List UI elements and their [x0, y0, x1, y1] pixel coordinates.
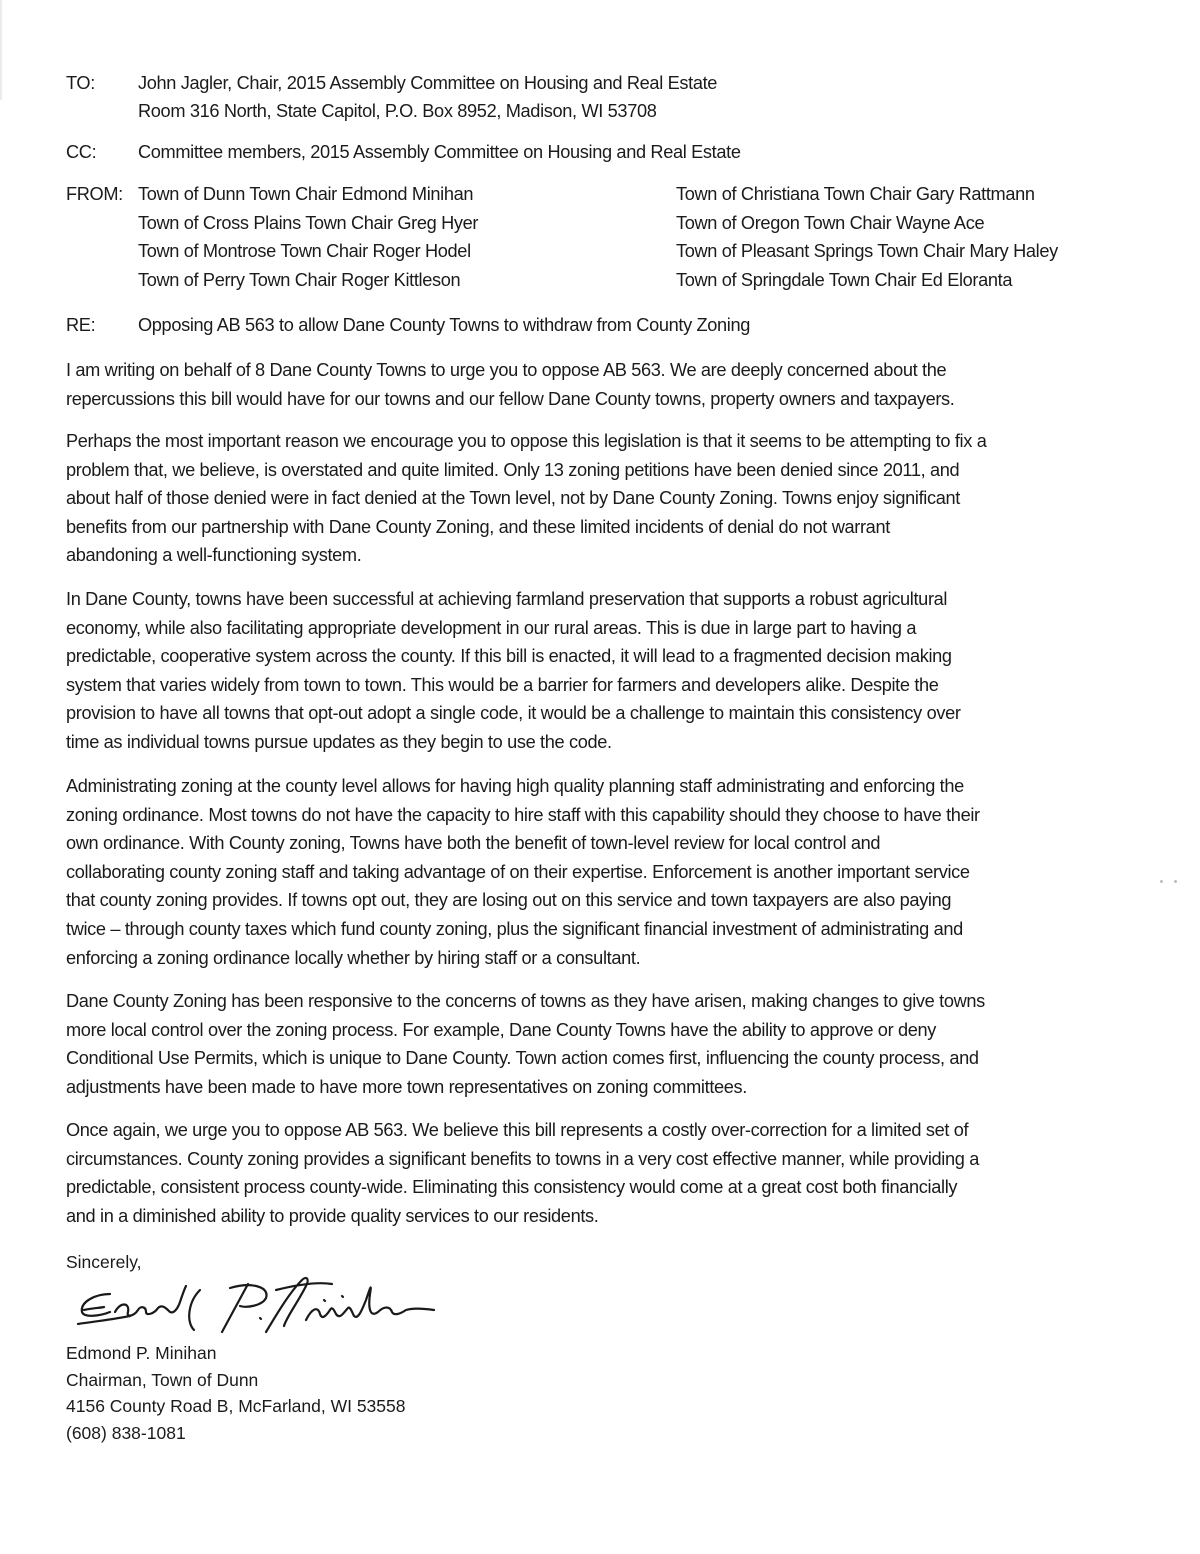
re-value: Opposing AB 563 to allow Dane County Towns to withdraw from County Zoning: [138, 315, 751, 335]
paragraph-line: Dane County Zoning has been responsive to the concerns of towns as they have arisen, making changes to give towns: [66, 991, 985, 1011]
paragraph-line: In Dane County, towns have been successful at achieving farmland preservation that supports a robust agricultural: [66, 589, 948, 609]
from-entry: Town of Oregon Town Chair Wayne Ace: [676, 212, 985, 233]
from-entry: Town of Perry Town Chair Roger Kittleson: [138, 269, 461, 290]
paragraph-line: problem that, we believe, is overstated and quite limited. Only 13 zoning petitions have been denied since 2011, and: [66, 459, 960, 480]
paragraph-line: predictable, consistent process county-wide. Eliminating this consistency would come at a great cost both financially: [66, 1177, 958, 1198]
paragraph-line: benefits from our partnership with Dane County Zoning, and these limited incidents of denial do not warrant: [66, 516, 890, 537]
from-entry: Town of Montrose Town Chair Roger Hodel: [138, 241, 471, 261]
signer-phone: (608) 838-1081: [66, 1422, 186, 1443]
from-entry: Town of Pleasant Springs Town Chair Mary Haley: [676, 241, 1058, 261]
paragraph-line: about half of those denied were in fact denied at the Town level, not by Dane County Zoning. Towns enjoy significant: [66, 488, 960, 509]
to-label: TO:: [66, 73, 95, 93]
body-paragraph-6: [66, 1116, 1136, 1230]
paragraph-line: system that varies widely from town to town. This would be a barrier for farmers and developers alike. Despite the: [66, 674, 939, 695]
paragraph-line: collaborating county zoning staff and taking advantage of on their expertise. Enforcement is another important service: [66, 861, 970, 882]
from-right-column: [676, 184, 1058, 298]
from-label: FROM:: [66, 184, 123, 204]
to-line-2: Room 316 North, State Capitol, P.O. Box 8952, Madison, WI 53708: [138, 101, 657, 121]
signature-block: [66, 1340, 406, 1446]
paragraph-line: provision to have all towns that opt-out adopt a single code, it would be a challenge to maintain this consistency over: [66, 703, 961, 724]
body-paragraph-1: [66, 356, 1136, 413]
cc-label: CC:: [66, 142, 97, 162]
paragraph-line: repercussions this bill would have for our towns and our fellow Dane County towns, property owners and taxpayers.: [66, 388, 955, 409]
from-entry: Town of Dunn Town Chair Edmond Minihan: [138, 184, 474, 204]
from-entry: Town of Springdale Town Chair Ed Eloranta: [676, 269, 1013, 290]
signer-name: Edmond P. Minihan: [66, 1343, 217, 1363]
paragraph-line: enforcing a zoning ordinance locally whether by hiring staff or a consultant.: [66, 947, 641, 968]
signer-title: Chairman, Town of Dunn: [66, 1369, 259, 1390]
paragraph-line: zoning ordinance. Most towns do not have the capacity to hire staff with this capability should they choose to have their: [66, 804, 980, 825]
paragraph-line: time as individual towns pursue updates as they begin to use the code.: [66, 731, 612, 752]
paragraph-line: abandoning a well-functioning system.: [66, 545, 362, 566]
paragraph-line: predictable, cooperative system across the county. If this bill is enacted, it will lead to a fragmented decision making: [66, 646, 952, 667]
paragraph-line: twice – through county taxes which fund county zoning, plus the significant financial investment of administrating and: [66, 918, 963, 939]
from-left-column: [138, 184, 478, 298]
paragraph-line: more local control over the zoning process. For example, Dane County Towns have the ability to approve or deny: [66, 1019, 937, 1040]
paragraph-line: adjustments have been made to have more town representatives on zoning committees.: [66, 1076, 748, 1097]
body-paragraph-5: [66, 987, 1136, 1101]
to-line-1: John Jagler, Chair, 2015 Assembly Committee on Housing and Real Estate: [138, 73, 718, 93]
paragraph-line: Once again, we urge you to oppose AB 563. We believe this bill represents a costly over-correction for a limited set of: [66, 1120, 969, 1140]
cc-value: Committee members, 2015 Assembly Committee on Housing and Real Estate: [138, 142, 741, 162]
body-paragraph-3: [66, 585, 1136, 757]
body-paragraph-2: [66, 427, 1136, 570]
paragraph-line: Administrating zoning at the county level allows for having high quality planning staff administrating and enforcing the: [66, 776, 964, 796]
from-entry: Town of Christiana Town Chair Gary Rattmann: [676, 184, 1035, 204]
paragraph-line: and in a diminished ability to provide quality services to our residents.: [66, 1205, 599, 1226]
salutation: Sincerely,: [66, 1252, 142, 1272]
body-paragraph-4: [66, 772, 1136, 972]
paragraph-line: own ordinance. With County zoning, Towns have both the benefit of town-level review for local control and: [66, 833, 881, 854]
handwritten-signature-icon: [70, 1272, 450, 1342]
from-entry: Town of Cross Plains Town Chair Greg Hyer: [138, 212, 479, 233]
signer-address: 4156 County Road B, McFarland, WI 53558: [66, 1396, 406, 1416]
re-label: RE:: [66, 315, 96, 335]
paragraph-line: I am writing on behalf of 8 Dane County Towns to urge you to oppose AB 563. We are deeply concerned about the: [66, 360, 947, 380]
paragraph-line: economy, while also facilitating appropriate development in our rural areas. This is due in large part to having a: [66, 617, 917, 638]
paragraph-line: Perhaps the most important reason we encourage you to oppose this legislation is that it seems to be attempting to fix a: [66, 431, 987, 451]
paragraph-line: Conditional Use Permits, which is unique to Dane County. Town action comes first, influencing the county process, and: [66, 1048, 979, 1069]
scan-artifact: [1160, 878, 1190, 886]
paragraph-line: that county zoning provides. If towns opt out, they are losing out on this service and town taxpayers are also paying: [66, 890, 952, 911]
paragraph-line: circumstances. County zoning provides a significant benefits to towns in a very cost effective manner, while providing a: [66, 1148, 979, 1169]
